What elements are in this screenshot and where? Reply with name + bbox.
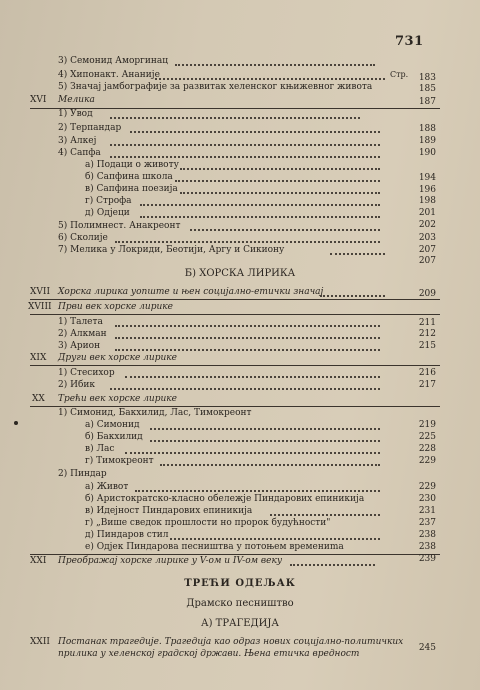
- section-heading: А) ТРАГЕДИЈА: [201, 618, 279, 629]
- toc-subentry: а) Подаци о животу: [85, 160, 179, 170]
- toc-subentry: е) Одјек Пиндарова песништва у потоњем времениma: [85, 542, 344, 552]
- toc-page: 187: [418, 97, 436, 107]
- toc-entry: 5) Значај јамбографије за развитак хеленског књижевног живота: [58, 82, 373, 92]
- toc-page: 219: [418, 420, 436, 430]
- toc-entry: 1) Симонид, Бакхилид, Лас, Тимокреонт: [58, 408, 252, 418]
- toc-chapter: Преображај хорске лирике у V-ом и IV-ом веку: [58, 556, 283, 566]
- toc-page: 196: [418, 185, 436, 195]
- toc-entry: 1) Талета: [58, 317, 103, 327]
- toc-subentry: б) Аристократско-класно обележје Пиндарових епиникија: [85, 494, 365, 504]
- toc-subentry: в) Лас: [85, 444, 115, 454]
- toc-chapter: Мелика: [58, 95, 95, 105]
- toc-entry: 2) Ибик: [58, 380, 95, 390]
- toc-chapter-cont: прилика у хеленској градској држави. Њена етичка вредност: [58, 649, 360, 659]
- leader-dots: [115, 349, 380, 351]
- toc-subentry: г) Строфа: [85, 196, 132, 206]
- toc-page: 185: [418, 84, 436, 94]
- toc-chapter: Постанак трагедије. Трагедија као одраз нових социјално-политичких: [58, 637, 404, 647]
- leader-dots: [155, 78, 385, 80]
- toc-page: 225: [418, 432, 436, 442]
- leader-dots: [150, 428, 380, 430]
- toc-page: 209: [418, 289, 436, 299]
- toc-page: 201: [418, 208, 436, 218]
- toc-page: 183: [418, 73, 436, 83]
- toc-entry: 2) Терпандар: [58, 123, 122, 133]
- toc-page: 212: [418, 329, 436, 339]
- leader-dots: [115, 241, 380, 243]
- chapter-roman: XX: [32, 394, 45, 404]
- toc-page: 207: [418, 245, 436, 255]
- toc-page: 229: [418, 482, 436, 492]
- toc-page: 216: [418, 368, 436, 378]
- leader-dots: [290, 564, 375, 566]
- toc-page: 211: [418, 318, 436, 328]
- chapter-roman: XVI: [30, 95, 47, 105]
- leader-dots: [190, 229, 380, 231]
- toc-page: 238: [418, 542, 436, 552]
- leader-dots: [125, 376, 380, 378]
- toc-page: 190: [418, 148, 436, 158]
- toc-subentry: а) Симонид: [85, 420, 140, 430]
- page-column-header: Стр.: [390, 70, 409, 79]
- leader-dots: [115, 337, 380, 339]
- toc-chapter: Други век хорске лирике: [58, 353, 177, 363]
- toc-page: 198: [418, 196, 436, 206]
- leader-dots: [125, 452, 380, 454]
- page-number: 731: [395, 34, 424, 49]
- chapter-roman: XVIII: [28, 302, 52, 312]
- toc-page: 188: [418, 124, 436, 134]
- toc-entry: 1) Увод: [58, 109, 93, 119]
- toc-page: 194: [418, 173, 436, 183]
- toc-subentry: а) Живот: [85, 482, 129, 492]
- toc-subentry: г) Тимокреонт: [85, 456, 154, 466]
- toc-page: 228: [418, 444, 436, 454]
- toc-page: 239: [418, 554, 436, 564]
- toc-entry: 3) Семонид Аморгинац: [58, 56, 168, 66]
- leader-dots: [330, 253, 385, 255]
- toc-entry: 4) Сапфа: [58, 148, 101, 158]
- leader-dots: [150, 440, 380, 442]
- chapter-roman: XIX: [30, 353, 47, 363]
- toc-page: 231: [418, 506, 436, 516]
- leader-dots: [115, 325, 380, 327]
- toc-page: 245: [418, 643, 436, 653]
- leader-dots: [175, 64, 375, 66]
- leader-dots: [180, 168, 380, 170]
- toc-subentry: б) Бакхилид: [85, 432, 143, 442]
- leader-dots: [320, 295, 385, 297]
- toc-subentry: д) Пиндаров стил: [85, 530, 169, 540]
- leader-dots: [140, 204, 380, 206]
- toc-chapter: Хорска лирика уопште и њен социјално-етички значај: [58, 287, 324, 297]
- leader-dots: [140, 216, 380, 218]
- toc-page: 215: [418, 341, 436, 351]
- leader-dots: [110, 156, 380, 158]
- rule: [30, 365, 440, 366]
- section-heading: Б) ХОРСКА ЛИРИКА: [184, 268, 296, 279]
- toc-page: 237: [418, 518, 436, 528]
- toc-entry: 3) Арион: [58, 341, 101, 351]
- part-heading: ТРЕЋИ ОДЕЉАК: [184, 578, 296, 589]
- toc-subentry: д) Одјеци: [85, 208, 130, 218]
- toc-subentry: г) „Више сведок прошлости но пророк будућности": [85, 518, 331, 528]
- chapter-roman: XXII: [30, 637, 50, 647]
- leader-dots: [110, 144, 380, 146]
- toc-subentry: б) Сапфина школа: [85, 172, 173, 182]
- toc-page: 202: [418, 220, 436, 230]
- toc-entry: 1) Стесихор: [58, 368, 115, 378]
- margin-dot: [14, 421, 18, 425]
- toc-subentry: в) Идејност Пиндарових епиникија: [85, 506, 253, 516]
- leader-dots: [175, 180, 380, 182]
- leader-dots: [135, 490, 380, 492]
- leader-dots: [130, 131, 380, 133]
- leader-dots: [270, 514, 380, 516]
- toc-entry: 6) Сколије: [58, 233, 108, 243]
- toc-entry: 7) Мелика у Локриди, Беотији, Аргу и Сикиону: [58, 245, 285, 255]
- toc-entry: 4) Хипонакт. Ананије: [58, 70, 160, 80]
- chapter-roman: XXI: [30, 556, 47, 566]
- toc-page: 229: [418, 456, 436, 466]
- leader-dots: [170, 538, 380, 540]
- rule: [30, 406, 440, 407]
- toc-chapter: Први век хорске лирике: [58, 302, 173, 312]
- toc-page: 189: [418, 136, 436, 146]
- toc-entry: 3) Алкеј: [58, 136, 97, 146]
- toc-page: 230: [418, 494, 436, 504]
- rule: [30, 554, 440, 555]
- leader-dots: [110, 388, 380, 390]
- toc-page: 207: [418, 256, 436, 266]
- toc-subentry: в) Сапфина поезија: [85, 184, 178, 194]
- toc-page: 203: [418, 233, 436, 243]
- leader-dots: [160, 464, 380, 466]
- leader-dots: [110, 117, 360, 119]
- chapter-roman: XVII: [30, 287, 51, 297]
- toc-entry: 5) Полимнест. Анакреонт: [58, 221, 181, 231]
- part-subheading: Драмско песништво: [186, 598, 294, 609]
- toc-entry: 2) Алкман: [58, 329, 107, 339]
- toc-page: 238: [418, 530, 436, 540]
- rule: [30, 299, 440, 300]
- leader-dots: [180, 192, 380, 194]
- rule: [30, 314, 440, 315]
- toc-entry: 2) Пиндар: [58, 469, 107, 479]
- toc-chapter: Трећи век хорске лирике: [58, 394, 177, 404]
- toc-page: 217: [418, 380, 436, 390]
